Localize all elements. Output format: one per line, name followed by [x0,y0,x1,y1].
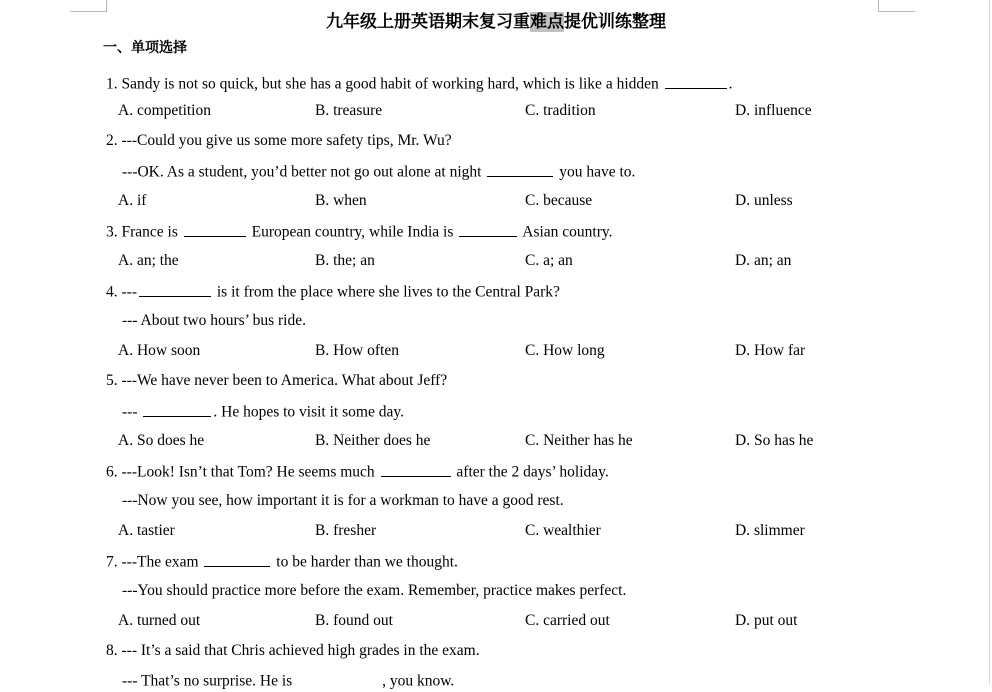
question-text: Asian country. [519,223,613,241]
section-heading-multiple-choice: 一、单项选择 [103,40,187,56]
option-choice-d: D. influence [735,102,812,119]
option-choice-d: D. How far [735,342,806,359]
question-text: , you know. [382,672,455,690]
option-choice-b: B. Neither does he [315,432,431,449]
option-choice-c: C. carried out [525,612,610,629]
option-choice-d: D. an; an [735,252,792,269]
option-choice-a: A. tastier [118,522,175,539]
option-choice-a: A. turned out [118,612,201,629]
option-choice-a: A. competition [118,102,211,119]
option-choice-a: A. if [118,192,147,209]
answer-blank [184,221,246,237]
question-text: --- About two hours’ bus ride. [122,312,306,329]
question-text: you have to. [555,163,636,181]
option-choice-d: D. unless [735,192,793,209]
option-choice-c: C. How long [525,342,605,359]
question-continuation-line [122,671,454,692]
option-choice-a: A. an; the [118,252,179,269]
option-choice-c: C. because [525,192,593,209]
option-choice-b: B. found out [315,612,393,629]
option-choice-b: B. fresher [315,522,377,539]
question-text: 6. ---Look! Isn’t that Tom? He seems much [106,463,379,481]
option-choice-b: B. the; an [315,252,375,269]
question-stem [106,461,609,483]
option-choice-b: B. when [315,192,367,209]
option-choice-b: B. treasure [315,102,383,119]
question-text: European country, while India is [247,223,458,241]
options-row [0,251,992,271]
question-text: ---Now you see, how important it is for a workman to have a good rest. [122,492,564,509]
option-choice-c: C. wealthier [525,522,601,539]
answer-blank [143,401,211,417]
option-choice-b: B. How often [315,342,399,359]
answer-blank [298,671,380,686]
question-continuation-line [122,581,626,601]
question-text: ---OK. As a student, you’d better not go out alone at night [122,163,486,181]
document-title [0,11,992,33]
option-choice-a: A. How soon [118,342,201,359]
question-stem [106,131,452,151]
option-choice-d: D. put out [735,612,798,629]
question-continuation-line [122,161,635,183]
question-stem [106,281,560,303]
answer-blank [139,281,211,297]
question-text: 8. --- It’s a said that Chris achieved high grades in the exam. [106,642,480,659]
options-row [0,611,992,631]
question-continuation-line [122,491,564,511]
question-text: 2. ---Could you give us some more safety tips, Mr. Wu? [106,132,452,149]
answer-blank [487,161,553,177]
option-choice-d: D. slimmer [735,522,805,539]
options-row [0,191,992,211]
question-text: . He hopes to visit it some day. [213,403,404,421]
question-text: 7. ---The exam [106,553,203,571]
question-text: 1. Sandy is not so quick, but she has a good habit of working hard, which is like a hidden [106,75,663,93]
question-stem [106,371,447,391]
question-stem [106,221,613,243]
question-text: is it from the place where she lives to the Central Park? [213,283,560,301]
question-text: 4. --- [106,283,137,301]
answer-blank [665,73,727,89]
question-text: 5. ---We have never been to America. What about Jeff? [106,372,448,389]
option-choice-c: C. tradition [525,102,596,119]
options-row [0,431,992,451]
option-choice-a: A. So does he [118,432,205,449]
question-text: . [728,75,733,93]
question-text: --- [122,403,142,421]
option-choice-c: C. Neither has he [525,432,633,449]
answer-blank [381,461,451,477]
question-text: after the 2 days’ holiday. [452,463,609,481]
question-text: --- That’s no surprise. He is [122,672,297,690]
document-title-suffix: 提优训练整理 [564,12,666,32]
question-text: 3. France is [106,223,182,241]
options-row [0,521,992,541]
option-choice-d: D. So has he [735,432,814,449]
options-row [0,341,992,361]
answer-blank [459,221,517,237]
option-choice-c: C. a; an [525,252,573,269]
question-stem [106,551,458,573]
options-row [0,101,992,121]
question-text: ---You should practice more before the exam. Remember, practice makes perfect. [122,582,627,599]
question-text: to be harder than we thought. [272,553,458,571]
answer-blank [204,551,270,567]
question-stem [106,641,480,661]
question-continuation-line [122,401,404,423]
question-stem [106,73,733,95]
document-title-prefix: 九年级上册英语期末复习重 [326,12,530,32]
document-title-highlighted-text: 难点 [530,12,564,32]
question-continuation-line [122,311,306,331]
